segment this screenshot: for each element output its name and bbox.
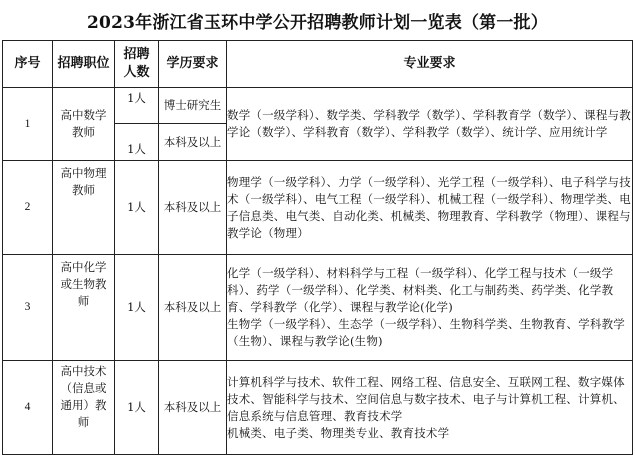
header-count: 招聘人数 [115,41,159,88]
row-count: 1人 [115,161,159,255]
row-education: 本科及以上 [159,255,227,361]
table-row [3,88,633,124]
row-seq: 2 [3,161,53,255]
row-education: 本科及以上 [159,361,227,455]
major-biology: 生物学（一级学科）、生态学（一级学科）、生物科学类、生物教育、学科教学（生物）、课程与教学论(生物) [227,317,625,348]
row-position: 高中化学或生物教师 [53,255,115,361]
row-count-a: 1人 [115,88,159,124]
row-count: 1人 [115,361,159,455]
row-major [227,255,633,361]
header-position: 招聘职位 [53,41,115,88]
table-row [3,161,633,255]
row-major: 物理学（一级学科）、力学（一级学科）、光学工程（一级学科）、电子科学与技术（一级学科）、电气工程（一级学科）、机械工程（一级学科）、物理学类、电子信息类、电气类、自动化类、机械类、物理教育、学科教学（物理）、课程与教学论（物理） [227,161,633,255]
table-row [3,255,633,361]
row-education-b: 本科及以上 [159,124,227,161]
table-row [3,361,633,455]
row-major: 数学（一级学科）、数学类、学科教学（数学）、学科教育学（数学）、课程与教学论（数学）、学科教育（数学）、学科教学（数学）、统计学、应用统计学 [227,88,633,161]
row-position: 高中物理教师 [53,161,115,255]
row-seq: 3 [3,255,53,361]
row-education-a: 博士研究生 [159,88,227,124]
row-education: 本科及以上 [159,161,227,255]
table-header-row [3,41,633,88]
major-chemistry: 化学（一级学科）、材料科学与工程（一级学科）、化学工程与技术（一级学科）、药学（一级学科）、化学类、材料类、化工与制药类、药学类、化学教育、学科教学（化学）、课程与教学论(化学) [227,266,614,314]
header-seq: 序号 [3,41,53,88]
row-count-b: 1人 [115,124,159,161]
row-count: 1人 [115,255,159,361]
recruitment-table [2,40,633,455]
row-position: 高中技术（信息或通用）教师 [53,361,115,455]
header-education: 学历要求 [159,41,227,88]
row-seq: 4 [3,361,53,455]
major-general-tech: 机械类、电子类、物理类专业、教育技术学 [227,425,450,440]
document-title: 2023年浙江省玉环中学公开招聘教师计划一览表（第一批） [87,12,548,33]
header-major: 专业要求 [227,41,633,88]
row-seq: 1 [3,88,53,161]
major-it: 计算机科学与技术、软件工程、网络工程、信息安全、互联网工程、数字媒体技术、智能科学与技术、空间信息与数字技术、电子与计算机工程、计算机、信息系统与信息管理、教育技术学 [227,374,625,423]
row-major [227,361,633,455]
row-position: 高中数学教师 [53,88,115,161]
